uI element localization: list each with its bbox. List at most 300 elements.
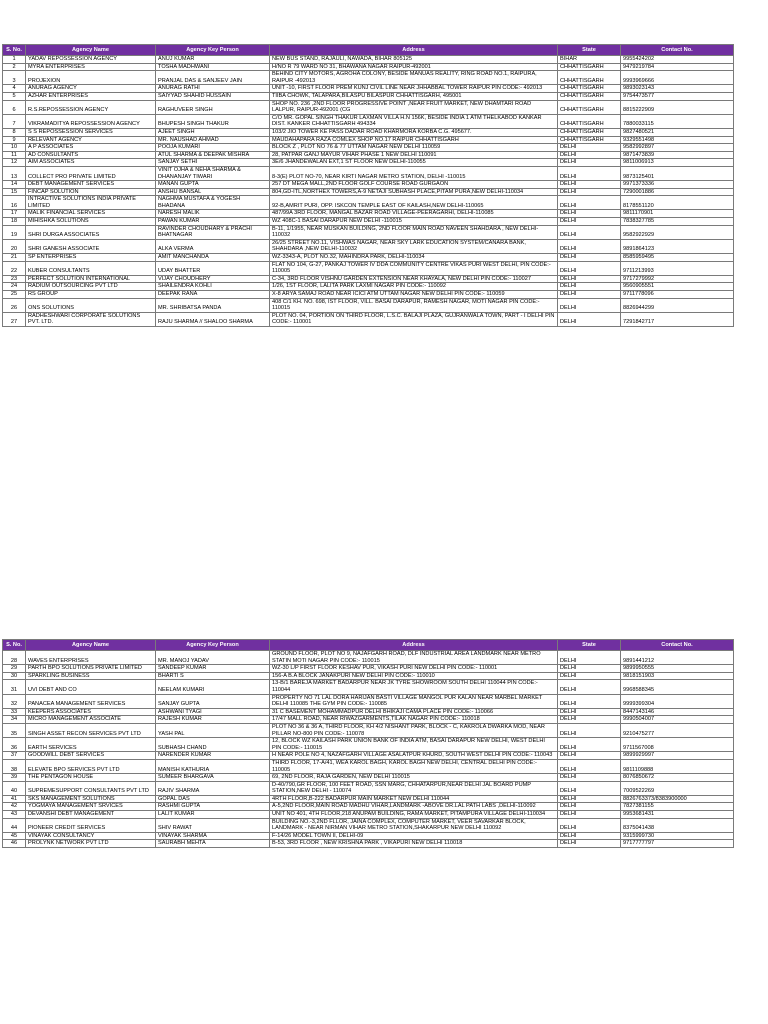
table-row (3, 665, 734, 673)
cell-key-person: MANISH KATHURIA (156, 759, 270, 773)
cell-agency-name: RADIUM OUTSOURCING PVT LTD (26, 283, 156, 291)
cell-contact: 8585959495 (621, 254, 734, 262)
cell-key-person: NAGHMA MUSTAFA & YOGESH BHADANA (156, 196, 270, 210)
cell-sno: 4 (3, 85, 26, 93)
cell-state: DELHI (558, 708, 621, 716)
cell-agency-name: ELEVATE BPO SERVICES PVT LTD (26, 759, 156, 773)
cell-address: UNIT NO 401, 4TH FLOOR,218 ANUPAM BUILDING, RAMA MARKET, PITAMPURA VILLAGE DELHI-110034 (270, 811, 558, 819)
table-row (3, 774, 734, 782)
cell-address: PLOT NO. 04, PORTION ON THIRD FLOOR, L.S.C. BALAJI PLAZA, GUJRANWALA TOWN, PART - I DELHI PIN CODE:- 110001 (270, 312, 558, 326)
cell-key-person: RAVINDER CHOUDHARY & PRACHI BHATNAGAR (156, 225, 270, 239)
header-contact: Contact No. (621, 640, 734, 651)
cell-sno: 40 (3, 781, 26, 795)
cell-state: CHHATTISGARH (558, 100, 621, 114)
cell-sno: 15 (3, 188, 26, 196)
cell-address: NEW BUS STAND, RAJAULI, NAWADA, BIHAR 805125 (270, 56, 558, 64)
cell-key-person: SANJAY GUPTA (156, 694, 270, 708)
cell-contact: 9891441212 (621, 651, 734, 665)
cell-state: DELHI (558, 774, 621, 782)
cell-address: FLAT NO 104, G-27, PANKAJ TOWER IV DDA COMMUNITY CENTRE VIKAS PURI WEST DELHI, PIN CODE:- 110005 (270, 261, 558, 275)
table-row (3, 312, 734, 326)
cell-state: CHHATTISGARH (558, 71, 621, 85)
cell-key-person: BHARTI S (156, 672, 270, 680)
cell-agency-name: AIM ASSOCIATES (26, 159, 156, 167)
cell-key-person: RAJIV SHARMA (156, 781, 270, 795)
table-row (3, 218, 734, 226)
cell-contact: 9971373336 (621, 181, 734, 189)
cell-agency-name: SHRI DURGA ASSOCIATES (26, 225, 156, 239)
cell-contact: 9210475277 (621, 723, 734, 737)
cell-sno: 38 (3, 759, 26, 773)
cell-contact: 9891864123 (621, 239, 734, 253)
cell-state: CHHATTISGARH (558, 85, 621, 93)
cell-state: DELHI (558, 298, 621, 312)
cell-address: 8-3(E) PLOT NO-70, NEAR KIRTI NAGAR METRO STATION, DELHI -110015 (270, 166, 558, 180)
cell-contact: 9955424202 (621, 56, 734, 64)
cell-contact: 9479219784 (621, 63, 734, 71)
cell-sno: 6 (3, 100, 26, 114)
cell-contact: 9560905551 (621, 283, 734, 291)
cell-sno: 33 (3, 708, 26, 716)
cell-sno: 12 (3, 159, 26, 167)
cell-agency-name: KEEPERS ASSOCIATES (26, 708, 156, 716)
cell-address: 28, PATPAR GANJ MAYUR VIHAR PHASE 1 NEW DELHI 110091 (270, 151, 558, 159)
cell-contact: 8826763373/8383900000 (621, 795, 734, 803)
cell-contact: 9827480521 (621, 128, 734, 136)
cell-sno: 45 (3, 832, 26, 840)
cell-contact: 8375041438 (621, 818, 734, 832)
table-row (3, 818, 734, 832)
cell-sno: 35 (3, 723, 26, 737)
table-row (3, 225, 734, 239)
table-row (3, 840, 734, 848)
cell-state: DELHI (558, 665, 621, 673)
cell-state: DELHI (558, 832, 621, 840)
table-row (3, 114, 734, 128)
table-row (3, 254, 734, 262)
cell-address: F-14/26 MODEL TOWN II, DELHI-09 (270, 832, 558, 840)
cell-address: UNIT -10, FIRST FLOOR PREM KUNJ CIVIL LINE NEAR JHHABBAL TOWER RAIPUR PIN CODE:- 492013 (270, 85, 558, 93)
cell-key-person: MR. SHRIBATSA PANDA (156, 298, 270, 312)
cell-sno: 9 (3, 136, 26, 144)
cell-contact: 9990504007 (621, 716, 734, 724)
cell-state: CHHATTISGARH (558, 114, 621, 128)
cell-agency-name: PERFECT SOLUTION INTERNATIONAL (26, 275, 156, 283)
cell-sno: 10 (3, 144, 26, 152)
cell-agency-name: PROJEXION (26, 71, 156, 85)
cell-sno: 27 (3, 312, 26, 326)
table-row (3, 166, 734, 180)
cell-sno: 46 (3, 840, 26, 848)
cell-sno: 5 (3, 92, 26, 100)
table-row (3, 181, 734, 189)
cell-agency-name: VIKRAMADITYA REPOSSESSION AGENCY (26, 114, 156, 128)
cell-address: 257 DT MEGA MALL,2ND FLOOR GOLF COURSE ROAD GURGAON (270, 181, 558, 189)
table-row (3, 738, 734, 752)
cell-agency-name: RS GROUP (26, 291, 156, 299)
table-row (3, 210, 734, 218)
cell-key-person: RAJU SHARMA // SHALOO SHARMA (156, 312, 270, 326)
cell-address: 13-B/1 BAREJA MARKET BADARPUR NEAR JK TYRE SHOWROOM SOUTH DELHI 110044 PIN CODE:- 110044 (270, 680, 558, 694)
cell-contact: 9968588345 (621, 680, 734, 694)
table-row (3, 672, 734, 680)
cell-sno: 8 (3, 128, 26, 136)
cell-agency-name: RADHESHWARI CORPORATE SOLUTIONS PVT. LTD. (26, 312, 156, 326)
table-row (3, 188, 734, 196)
cell-sno: 21 (3, 254, 26, 262)
cell-key-person: SAURABH MEHTA (156, 840, 270, 848)
table-row (3, 136, 734, 144)
cell-sno: 39 (3, 774, 26, 782)
cell-state: DELHI (558, 738, 621, 752)
cell-key-person: DEEPAK RANA (156, 291, 270, 299)
cell-state: DELHI (558, 651, 621, 665)
cell-sno: 44 (3, 818, 26, 832)
cell-address: 12, BLOCK WZ KAILASH PARK UNION BANK OF INDIA ATM, BASAI DARAPUR NEW DELHI, WEST DELHI PIN CODE:- 110015 (270, 738, 558, 752)
agency-table-1 (2, 44, 734, 327)
cell-agency-name: SINGH ASSET RECON SERVICES PVT LTD (26, 723, 156, 737)
table-row (3, 291, 734, 299)
cell-agency-name: ONS SOLUTIONS (26, 298, 156, 312)
cell-agency-name: SKS MANAGEMENT SOLUTIONS (26, 795, 156, 803)
cell-state: DELHI (558, 218, 621, 226)
cell-contact: 9811006913 (621, 159, 734, 167)
cell-agency-name: FINCAP SOLUTION (26, 188, 156, 196)
cell-agency-name: WAVES ENTERPRISES (26, 651, 156, 665)
table-row (3, 275, 734, 283)
cell-key-person: SHAILENDRA KOHLI (156, 283, 270, 291)
cell-contact: 9818151903 (621, 672, 734, 680)
cell-agency-name: MIHISHKA SOLUTIONS (26, 218, 156, 226)
cell-state: DELHI (558, 672, 621, 680)
cell-agency-name: R.S.REPOSSESSION AGENCY (26, 100, 156, 114)
cell-state: DELHI (558, 694, 621, 708)
cell-address: 1/26, 1ST FLOOR, LALITA PARK LAXMI NAGAR PIN CODE:- 110092 (270, 283, 558, 291)
cell-sno: 2 (3, 63, 26, 71)
table-row (3, 680, 734, 694)
cell-agency-name: SPARKLING BUSINESS (26, 672, 156, 680)
header-state: State (558, 640, 621, 651)
cell-agency-name: A P ASSOCIATES (26, 144, 156, 152)
cell-address: BLOCK Z , PLOT NO 76 & 77 UTTAM NAGAR NEW DELHI 110059 (270, 144, 558, 152)
header-agency-name: Agency Name (26, 45, 156, 56)
cell-key-person: SAIYYAD SHAHID HUSSAIN (156, 92, 270, 100)
cell-state: CHHATTISGARH (558, 128, 621, 136)
cell-sno: 14 (3, 181, 26, 189)
cell-contact: 7838327785 (621, 218, 734, 226)
cell-contact: 7009522269 (621, 781, 734, 795)
table-row (3, 795, 734, 803)
cell-key-person: YASH PAL (156, 723, 270, 737)
cell-agency-name: ANURAG AGENCY (26, 85, 156, 93)
cell-sno: 24 (3, 283, 26, 291)
cell-contact: 9871473839 (621, 151, 734, 159)
cell-state: DELHI (558, 840, 621, 848)
cell-key-person: ASHWANI TYAGI (156, 708, 270, 716)
cell-sno: 34 (3, 716, 26, 724)
cell-sno: 19 (3, 225, 26, 239)
cell-address: H/NO R 79 WARD NO 31, BHAWANA NAGAR RAIPUR-492001 (270, 63, 558, 71)
cell-agency-name: PIONEER CREDIT SERVICES (26, 818, 156, 832)
cell-agency-name: VINAYAK CONSULTANCY (26, 832, 156, 840)
cell-state: DELHI (558, 188, 621, 196)
cell-key-person: LALIT KUMAR (156, 811, 270, 819)
cell-agency-name: KUBER CONSULTANTS (26, 261, 156, 275)
cell-sno: 13 (3, 166, 26, 180)
cell-sno: 20 (3, 239, 26, 253)
cell-contact: 8826944299 (621, 298, 734, 312)
cell-state: DELHI (558, 680, 621, 694)
cell-address: 487/99A 3RD FLOOR, MANGAL BAZAR ROAD VILLAGE-PEERAGARHI, DELHI-110085 (270, 210, 558, 218)
cell-agency-name: INTRACTIVE SOLUTIONS INDIA PRIVATE LIMITED (26, 196, 156, 210)
cell-address: 804,GD-ITL,NORTHEX TOWERS,A-9 NETAJI SUBHASH PLACE,PITAM PURA,NEW DELHI-110034 (270, 188, 558, 196)
table-row (3, 63, 734, 71)
cell-sno: 18 (3, 218, 26, 226)
cell-address: X-8 ARYA SAMAJ ROAD NEAR ICICI ATM UTTAM NAGAR NEW DELHI PIN CODE:- 110059 (270, 291, 558, 299)
table-row (3, 239, 734, 253)
cell-key-person: NARESH MALIK (156, 210, 270, 218)
table-row (3, 261, 734, 275)
cell-agency-name: MICRO MANAGEMENT ASSOCIATE (26, 716, 156, 724)
cell-state: DELHI (558, 283, 621, 291)
cell-sno: 43 (3, 811, 26, 819)
cell-sno: 31 (3, 680, 26, 694)
cell-sno: 30 (3, 672, 26, 680)
cell-contact: 8178551120 (621, 196, 734, 210)
table-row (3, 723, 734, 737)
table-body (3, 651, 734, 848)
table-row (3, 151, 734, 159)
cell-agency-name: S S REPOSSESSION SERVICES (26, 128, 156, 136)
cell-key-person: MR. NAUSHAD AHMAD (156, 136, 270, 144)
cell-contact: 9711213993 (621, 261, 734, 275)
cell-key-person: NEELAM KUMARI (156, 680, 270, 694)
cell-sno: 16 (3, 196, 26, 210)
cell-state: DELHI (558, 312, 621, 326)
table-row (3, 92, 734, 100)
cell-state: DELHI (558, 239, 621, 253)
cell-agency-name: PARTH BPO SOLUTIONS PRIVATE LIMITED (26, 665, 156, 673)
cell-contact: 9717279992 (621, 275, 734, 283)
cell-state: DELHI (558, 752, 621, 760)
cell-sno: 25 (3, 291, 26, 299)
cell-state: DELHI (558, 144, 621, 152)
cell-address: C/O MR. GOPAL SINGH THAKUR LAXMAN VILLA H.N 156K, BESIDE INDIA 1 ATM THELKABOD KANKAR DIST. KANKER CHHATTISGARH 494334 (270, 114, 558, 128)
cell-key-person: MR. MANOJ YADAV (156, 651, 270, 665)
cell-key-person: MANAN GUPTA (156, 181, 270, 189)
cell-sno: 11 (3, 151, 26, 159)
cell-state: DELHI (558, 151, 621, 159)
cell-key-person: ANSHU BANSAL (156, 188, 270, 196)
header-state: State (558, 45, 621, 56)
cell-contact: 9329551498 (621, 136, 734, 144)
cell-contact: 8447143146 (621, 708, 734, 716)
table-row (3, 752, 734, 760)
cell-state: DELHI (558, 210, 621, 218)
cell-key-person: UDAY BHATTER (156, 261, 270, 275)
cell-state: DELHI (558, 275, 621, 283)
agency-table-2 (2, 639, 734, 848)
cell-contact: 9993969666 (621, 71, 734, 85)
cell-address: THIRD FLOOR, 17-A/41, WEA KAROL BAGH, KAROL BAGH NEW DELHI, CENTRAL DELHI PIN CODE:- 110005 (270, 759, 558, 773)
cell-contact: 9711567008 (621, 738, 734, 752)
cell-contact: 9754473577 (621, 92, 734, 100)
cell-sno: 28 (3, 651, 26, 665)
cell-key-person: SANDEEP KUMAR (156, 665, 270, 673)
table-row (3, 781, 734, 795)
cell-sno: 26 (3, 298, 26, 312)
cell-address: D-40/790,GR FLOOR, 100 FEET ROAD, SSN MARG, CHHATARPUR,NEAR DELHI JAL BOARD PUMP STATION,NEW DELHI - 110074 (270, 781, 558, 795)
cell-agency-name: GOODWILL DEBT SERVICES (26, 752, 156, 760)
cell-key-person: BHUPESH SINGH THAKUR (156, 114, 270, 128)
cell-key-person: SUMEER BHARGAVA (156, 774, 270, 782)
cell-key-person: POOJA KUMARI (156, 144, 270, 152)
cell-address: WZ-3343-A, PLOT NO.32, MAHINDRA PARK, DELHI-110034 (270, 254, 558, 262)
cell-state: DELHI (558, 254, 621, 262)
cell-sno: 41 (3, 795, 26, 803)
table-body (3, 56, 734, 327)
cell-agency-name: PROLYNK NETWORK PVT LTD (26, 840, 156, 848)
cell-key-person: ALKA VERMA (156, 239, 270, 253)
header-key-person: Agency Key Person (156, 45, 270, 56)
table-header (3, 45, 734, 56)
cell-contact: 9582992897 (621, 144, 734, 152)
cell-address: PLOT NO 36 & 36 A, THIRD FLOOR, KH 4/2 NISHANT PARK, BLOCK - C, KAKROLA DWARKA MOD, NEAR PILLAR NO-800 PIN CODE:- 110078 (270, 723, 558, 737)
header-sno: S. No. (3, 45, 26, 56)
cell-state: DELHI (558, 795, 621, 803)
cell-key-person: PRANJAL DAS & SANJEEV JAIN (156, 71, 270, 85)
cell-contact: 9582922929 (621, 225, 734, 239)
cell-contact: 9899950555 (621, 665, 734, 673)
cell-agency-name: PANACEA MANAGEMENT SERVICES (26, 694, 156, 708)
header-key-person: Agency Key Person (156, 640, 270, 651)
cell-key-person: AMIT MANCHANDA (156, 254, 270, 262)
cell-state: DELHI (558, 225, 621, 239)
cell-contact: 9873125401 (621, 166, 734, 180)
table-row (3, 803, 734, 811)
cell-address: SHOP NO. 236 ,2ND FLOOR PROGRESSIVE POINT ,NEAR FRUIT MARKET, NEW DHAMTARI ROAD LALPUR, RAIPUR-492001 (CG (270, 100, 558, 114)
cell-sno: 22 (3, 261, 26, 275)
cell-address: GROUND FLOOR, PLOT NO 9, NAJAFGARH ROAD, DLF INDUSTRIAL AREA LANDMARK NEAR METRO STATIN MOTI NAGAR PIN CODE:- 110015 (270, 651, 558, 665)
cell-key-person: SUBHASH CHAND (156, 738, 270, 752)
cell-state: DELHI (558, 759, 621, 773)
cell-sno: 1 (3, 56, 26, 64)
table-row (3, 811, 734, 819)
cell-address: B-11, 1/1955, NEAR MUSKAN BUILDING, 2ND FLOOR MAIN ROAD NAVEEN SHAHDARA , NEW DELHI-110032 (270, 225, 558, 239)
cell-contact: 9953681431 (621, 811, 734, 819)
cell-address: WZ-30 L/P FIRST FLOOR KESHAV PUR, VIKASH PURI NEW DELHI PIN CODE:- 110001 (270, 665, 558, 673)
table-row (3, 716, 734, 724)
cell-agency-name: RELEVANT AGENCY (26, 136, 156, 144)
table-row (3, 832, 734, 840)
cell-address: 26/25 STREET NO.11, VISHWAS NAGAR, NEAR SKY LARK EDUCATION SYSTEM/CANARA BANK, SHAHDARA ,NEW DELHI-110032 (270, 239, 558, 253)
cell-key-person: TOSHA MADHWANI (156, 63, 270, 71)
cell-agency-name: COLLECT PRO PRIVATE LIMITED (26, 166, 156, 180)
cell-state: DELHI (558, 166, 621, 180)
cell-key-person: PAWAN KUMAR (156, 218, 270, 226)
cell-contact: 7291842717 (621, 312, 734, 326)
table-row (3, 144, 734, 152)
cell-key-person: ANURAG RATHI (156, 85, 270, 93)
cell-address: WZ 408C-1 BASAI DARAPUR NEW DELHI -110015 (270, 218, 558, 226)
cell-state: BIHAR (558, 56, 621, 64)
cell-state: DELHI (558, 159, 621, 167)
cell-state: DELHI (558, 818, 621, 832)
cell-contact: 8076850672 (621, 774, 734, 782)
cell-key-person: VIJAY CHOUDHERY (156, 275, 270, 283)
cell-key-person: ATUL SHARMA & DEEPAK MISHRA (156, 151, 270, 159)
cell-address: A-5,2ND FLOOR,MAIN ROAD MADHU VIHAR,LANDMARK -ABOVE DR.LAL PATH LABS ,DELHI-110092 (270, 803, 558, 811)
cell-sno: 37 (3, 752, 26, 760)
cell-agency-name: MYRA ENTERPRISES (26, 63, 156, 71)
cell-contact: 8815222909 (621, 100, 734, 114)
cell-address: BEHIND CITY MOTORS, AGROHA COLONY, BESIDE MANUAS REALITY, RING ROAD NO.1, RAIPURA, RAIPUR -492013 (270, 71, 558, 85)
cell-state: DELHI (558, 803, 621, 811)
cell-key-person: SHIV RAWAT (156, 818, 270, 832)
cell-address: 4RTH FLOOR,B-222 BADARPUR MAIN MARKET NEW DELHI 110044 (270, 795, 558, 803)
cell-state: DELHI (558, 181, 621, 189)
table-row (3, 100, 734, 114)
cell-key-person: RAJESH KUMAR (156, 716, 270, 724)
cell-key-person: SANJAY SETHI (156, 159, 270, 167)
table-row (3, 128, 734, 136)
cell-address: 69, 2ND FLOOR, RAJA GARDEN, NEW DELHI 110015 (270, 774, 558, 782)
cell-contact: 7290001886 (621, 188, 734, 196)
cell-contact: 9717777797 (621, 840, 734, 848)
cell-agency-name: YOGMAYA MANAGEMENT SRVICES (26, 803, 156, 811)
header-address: Address (270, 640, 558, 651)
table-header (3, 640, 734, 651)
cell-sno: 42 (3, 803, 26, 811)
cell-key-person: GOPAL DAS (156, 795, 270, 803)
cell-address: 31 C BASEMENT MOHAMMADPUR DELHI BHIKAJI CAMA PLACE PIN CODE:- 110066 (270, 708, 558, 716)
table-row (3, 196, 734, 210)
table-row (3, 283, 734, 291)
cell-address: BUILDING NO.-3,2ND FLLOR, JAINA COMPLEX, COMPUTER MARKET, VEER SAVARKAR BLOCK, LANDMARK - NEAR NIRMAN VIHAR METRO STATION,SHAKARPUR NEW DELHI 110092 (270, 818, 558, 832)
table-row (3, 85, 734, 93)
cell-agency-name: DEBT MANAGEMENT SERVICES (26, 181, 156, 189)
table-row (3, 159, 734, 167)
cell-agency-name: SP ENTERPRISES (26, 254, 156, 262)
header-address: Address (270, 45, 558, 56)
cell-key-person: NARENDER KUMAR (156, 752, 270, 760)
header-sno: S. No. (3, 640, 26, 651)
cell-key-person: VINAYAK SHARMA (156, 832, 270, 840)
cell-sno: 32 (3, 694, 26, 708)
cell-contact: 9711778096 (621, 291, 734, 299)
cell-key-person: AJEET SINGH (156, 128, 270, 136)
cell-key-person: ANUJ KUMAR (156, 56, 270, 64)
cell-agency-name: THE PENTAGON HOUSE (26, 774, 156, 782)
table-row (3, 651, 734, 665)
cell-state: DELHI (558, 196, 621, 210)
cell-address: 408 C/1 KH. NO. 698, IST FLOOR, VILL. BASAI DARAPUR, RAMESH NAGAR, MOTI NAGAR PIN CODE:- 110015 (270, 298, 558, 312)
cell-address: B-53, 3RD FLOOR , NEW KRISHNA PARK , VIKAPURI NEW DELHI 110018 (270, 840, 558, 848)
cell-state: CHHATTISGARH (558, 92, 621, 100)
table-row (3, 298, 734, 312)
cell-agency-name: SUPREMESUPPORT CONSULTANTS PVT LTD (26, 781, 156, 795)
cell-contact: 9811109888 (621, 759, 734, 773)
cell-contact: 9811170901 (621, 210, 734, 218)
cell-contact: 9893023143 (621, 85, 734, 93)
header-contact: Contact No. (621, 45, 734, 56)
cell-agency-name: EARTH SERVICES (26, 738, 156, 752)
cell-state: DELHI (558, 723, 621, 737)
table-row (3, 694, 734, 708)
cell-address: 92-B,AMRIT PURI, OPP. ISKCON TEMPLE EAST OF KAILASH,NEW DELHI-110065 (270, 196, 558, 210)
cell-state: CHHATTISGARH (558, 63, 621, 71)
cell-key-person: RAGHUVEER SINGH (156, 100, 270, 114)
